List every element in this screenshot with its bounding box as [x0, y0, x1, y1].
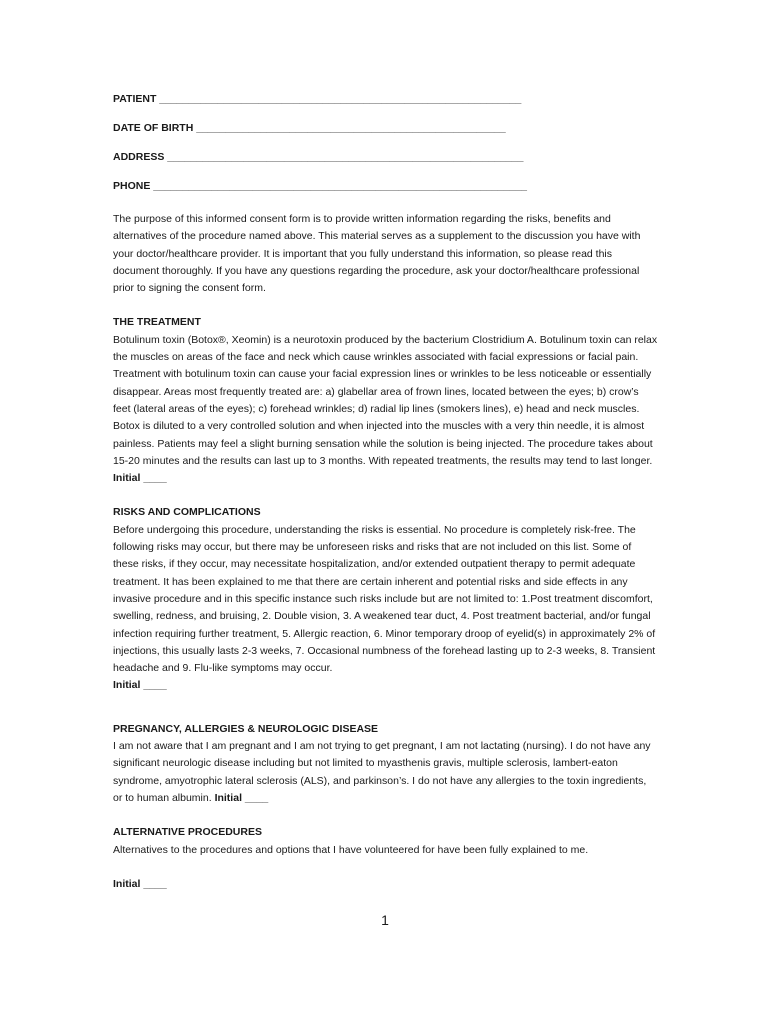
date-of-birth-field[interactable] [113, 122, 553, 134]
address-line: _____________________________________________________________ [167, 151, 524, 163]
treatment-text: Botulinum toxin (Botox®, Xeomin) is a neurotoxin produced by the bacterium Clostridium A. Botulinum toxin can relax the muscles on areas of the face and neck which cause wrinkles associated with facial expressions or facial pain. Treatment with botulinum toxin can cause your facial expression lines or wrinkles to be less noticeable or essentially disappear. Areas most frequently treated are: a) glabellar area of frown lines, located between the eyes; b) crow’s feet (lateral areas of the eyes); c) forehead wrinkles; d) radial lip lines (smokers lines), e) head and neck muscles. Botox is diluted to a very controlled solution and when injected into the muscles with a very thin needle, it is almost painless. Patients may feel a slight burning sensation while the solution is being injected. The procedure takes about 15-20 minutes and the results can last up to 3 months. With repeated treatments, the results may tend to last longer. [113, 333, 658, 467]
pregnancy-heading: PREGNANCY, ALLERGIES & NEUROLOGIC DISEASE [113, 722, 379, 735]
phone-field[interactable] [113, 180, 553, 192]
treatment-initial-field[interactable]: Initial ____ [113, 472, 167, 485]
pregnancy-paragraph [113, 738, 658, 807]
date-of-birth-label: DATE OF BIRTH [113, 122, 194, 134]
date-of-birth-line: _____________________________________________________ [196, 122, 506, 134]
phone-line: ________________________________________________________________ [153, 180, 527, 192]
risks-initial-field[interactable]: Initial ____ [113, 679, 167, 692]
treatment-heading: THE TREATMENT [113, 316, 201, 329]
intro-paragraph: The purpose of this informed consent form is to provide written information regarding the risks, benefits and alternatives of the procedure named above. This material serves as a supplement to the discussion you have with your doctor/healthcare provider. It is important that you fully understand this information, so please read this document thoroughly. If you have any questions regarding the procedure, ask your doctor/healthcare professional prior to signing the consent form. [113, 213, 641, 295]
pregnancy-initial-field[interactable]: Initial ____ [214, 791, 269, 804]
phone-label: PHONE [113, 180, 151, 192]
alternatives-initial-field[interactable]: Initial ____ [113, 877, 167, 890]
alternatives-text: Alternatives to the procedures and options that I have volunteered for have been fully explained to me. [113, 843, 589, 856]
consent-body [113, 211, 658, 910]
treatment-section [113, 314, 658, 487]
risks-heading: RISKS AND COMPLICATIONS [113, 506, 261, 519]
risks-section [113, 504, 658, 694]
alternatives-initial-row [113, 876, 658, 893]
patient-field[interactable] [113, 93, 553, 105]
address-field[interactable] [113, 151, 553, 163]
address-label: ADDRESS [113, 151, 165, 163]
alternatives-heading: ALTERNATIVE PROCEDURES [113, 826, 262, 839]
patient-label: PATIENT [113, 93, 157, 105]
alternatives-section [113, 824, 658, 893]
patient-line: ______________________________________________________________ [159, 93, 522, 105]
risks-text: Before undergoing this procedure, understanding the risks is essential. No procedure is completely risk-free. The following risks may occur, but there may be unforeseen risks and risks that are not included on this list. Some of these risks, if they occur, may necessitate hospitalization, and/or extended outpatient therapy to permit adequate treatment. It has been explained to me that there are certain inherent and potential risks and side effects in any invasive procedure and in this specific instance such risks include but are not limited to: 1.Post treatment discomfort, swelling, redness, and bruising, 2. Double vision, 3. A weakened tear duct, 4. Post treatment bacterial, and/or fungal infection requiring further treatment, 5. Allergic reaction, 6. Minor temporary droop of eyelid(s) in approximately 2% of injections, this usually lasts 2-3 weeks, 7. Occasional numbness of the forehead lasting up to 2-3 weeks, 8. Transient headache and 9. Flu-like symptoms may occur. [113, 523, 656, 675]
pregnancy-text: I am not aware that I am pregnant and I am not trying to get pregnant, I am not lactating (nursing). I do not have any significant neurologic disease including but not limited to myasthenis gravis, multiple sclerosis, lambert-eaton syndrome, amyotrophic lateral sclerosis (ALS), and parkinson’s. I do not have any allergies to the toxin ingredients, or to human albumin. [113, 740, 651, 804]
pregnancy-section [113, 721, 658, 807]
patient-info-fields [113, 93, 553, 209]
page-number: 1 [381, 912, 389, 928]
